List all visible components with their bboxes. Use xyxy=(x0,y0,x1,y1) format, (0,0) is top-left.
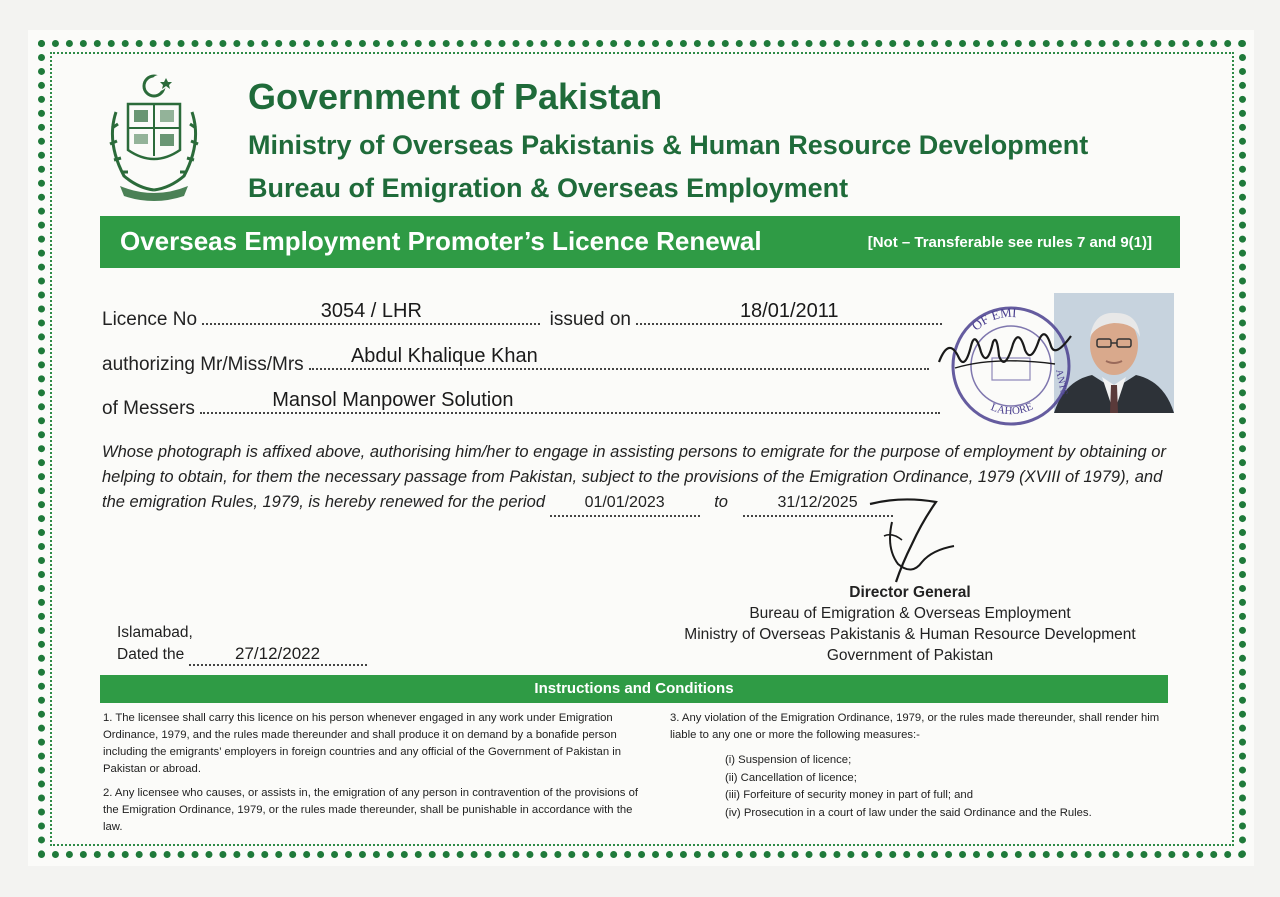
renewal-paragraph xyxy=(102,440,1182,517)
renewal-text: Whose photograph is affixed above, authorising him/her to engage in assisting persons to emigrate for the purpose of employment by obtaining or helping to obtain, for them the necessary passage from Pakistan, subject to the provisions of the Emigration Ordinance, 1979 (XVIII of 1979), and the emigration Rules, 1979, is hereby renewed for the period xyxy=(102,443,1166,511)
messers-field xyxy=(200,389,940,414)
stamp-side-text: ANTS xyxy=(1053,368,1070,397)
period-to-label: to xyxy=(714,493,728,511)
authorizing-label: authorizing Mr/Miss/Mrs xyxy=(102,354,304,375)
licence-line xyxy=(102,300,942,331)
instructions-title: Instructions and Conditions xyxy=(100,675,1168,703)
measure-item: (ii) Cancellation of licence; xyxy=(725,771,857,784)
director-general-title: Director General xyxy=(849,584,971,601)
licence-no-value: 3054 / LHR xyxy=(320,300,422,322)
issued-on-field xyxy=(636,300,942,325)
licence-no-field xyxy=(202,300,540,325)
authorized-name-value: Abdul Khalique Khan xyxy=(350,345,538,367)
director-general-signature xyxy=(862,492,962,588)
stamp-bottom-text: LAHORE xyxy=(989,400,1035,418)
licence-title: Overseas Employment Promoter’s Licence Renewal xyxy=(120,226,762,256)
state-emblem-icon xyxy=(98,72,210,204)
signatory-bureau: Bureau of Emigration & Overseas Employment xyxy=(749,605,1071,622)
issue-date-value: 27/12/2022 xyxy=(189,643,367,666)
licensee-signature xyxy=(935,306,1075,386)
measure-item: (iv) Prosecution in a court of law under the said Ordinance and the Rules. xyxy=(725,806,1092,819)
measure-item: (i) Suspension of licence; xyxy=(725,754,852,766)
signatory-block xyxy=(640,582,1180,666)
dated-label: Dated the xyxy=(117,646,185,663)
ministry-title: Ministry of Overseas Pakistanis & Human Resource Development xyxy=(248,130,1089,160)
government-title: Government of Pakistan xyxy=(248,76,663,117)
issued-on-value: 18/01/2011 xyxy=(739,300,839,322)
messers-label: of Messers xyxy=(102,398,195,419)
messers-line xyxy=(102,389,940,420)
bureau-title: Bureau of Emigration & Overseas Employment xyxy=(248,173,849,203)
authorizing-line xyxy=(102,345,929,376)
condition-3: 3. Any violation of the Emigration Ordinance, 1979, or the rules made thereunder, shall render him liable to any one or more the following measures:- xyxy=(670,712,1160,741)
issue-city: Islamabad, xyxy=(117,624,193,641)
issued-on-label: issued on xyxy=(549,309,631,330)
messers-value: Mansol Manpower Solution xyxy=(272,389,514,411)
condition-2: 2. Any licensee who causes, or assists in, the emigration of any person in contravention of the provisions of the Emigration Ordinance, 1979, or the rules made thereunder, shall be punishable in accordance with the law. xyxy=(103,787,639,833)
condition-1: 1. The licensee shall carry this licence on his person whenever engaged in any work under Emigration Ordinance, 1979, and the rules made thereunder and shall produce it on demand by a bonafide person including the emigrants’ employers in foreign countries and any official of the Government of Pakistan in Pakistan or abroad. xyxy=(103,712,622,775)
measure-item: (iii) Forfeiture of security money in part of full; and xyxy=(725,789,974,801)
stamp-top-text: OF EMI xyxy=(968,304,1018,334)
licence-title-banner xyxy=(100,216,1180,268)
licence-no-label: Licence No xyxy=(102,309,198,330)
signatory-ministry: Ministry of Overseas Pakistanis & Human Resource Development xyxy=(684,626,1136,643)
signatory-government: Government of Pakistan xyxy=(826,647,994,664)
period-from-value: 01/01/2023 xyxy=(550,490,700,517)
period-to-value: 31/12/2025 xyxy=(743,490,893,517)
transferability-note: [Not – Transferable see rules 7 and 9(1)] xyxy=(867,234,1152,251)
measures-list xyxy=(725,752,1092,822)
authorized-name-field xyxy=(309,345,929,370)
place-date-block xyxy=(117,622,367,666)
svg-text:LAHORE xyxy=(989,400,1035,417)
